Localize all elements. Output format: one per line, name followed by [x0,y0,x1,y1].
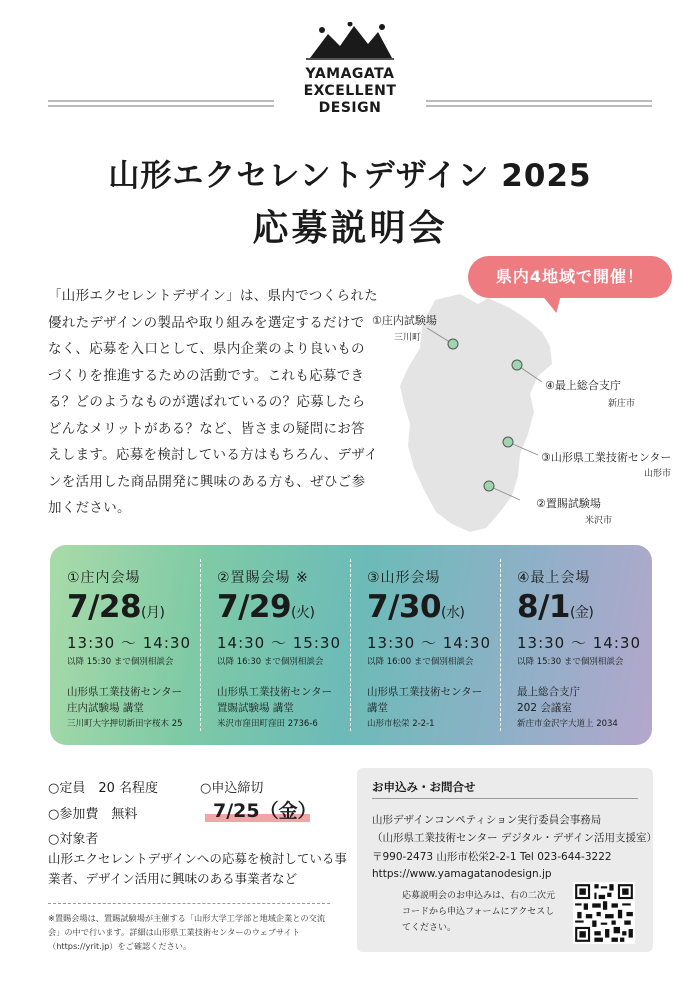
venue-room: 講堂 [367,702,388,714]
contact-organizer: 山形デザインコンペティション実行委員会事務局 [372,814,602,826]
map-point-mogami [512,360,522,370]
qr-code-icon[interactable] [573,882,635,944]
fee-info: ○参加費 無料 [48,807,138,822]
venues-panel [50,545,652,745]
map-label-yamagata: ③山形県工業技術センター [541,451,672,464]
contact-website-link[interactable]: https://www.yamagatanodesign.jp [372,868,552,880]
map-label-shonai: ①庄内試験場 [372,314,437,327]
venue-address: 米沢市窪田町窪田 2736-6 [217,719,318,729]
venue-room: 庄内試験場 講堂 [67,702,144,714]
venue-date: 7/29(火) [217,589,315,625]
venue-time: 13:30 ～ 14:30 [367,634,491,652]
venue-name: ③山形会場 [367,570,441,586]
contact-heading: お申込み・お問合せ [372,780,476,794]
venue-card-yamagata [350,545,500,745]
contact-heading-rule [372,798,638,799]
venue-name: ②置賜会場 ※ [217,570,309,586]
venue-time: 13:30 ～ 14:30 [517,634,641,652]
venue-place: 山形県工業技術センター [67,686,183,698]
regions-bubble: 県内4地域で開催！ [468,256,672,298]
target-label: ○対象者 [48,832,99,847]
venue-address: 三川町大字押切新田字桜木 25 [67,719,183,729]
venue-time: 13:30 ～ 14:30 [67,634,191,652]
logo [0,22,700,122]
venue-note: 以降 16:00 まで個別相談会 [367,657,474,667]
map-point-shonai [448,339,458,349]
venue-place: 山形県工業技術センター [217,686,333,698]
map-label-mogami: ④最上総合支庁 [545,379,621,392]
venue-time: 14:30 ～ 15:30 [217,634,341,652]
footnote: ※置賜会場は、置賜試験場が主催する「山形大学工学部と地域企業との交流会」の中で行います。詳細は山形県工業技術センターのウェブサイト（https://yrit.jp）をご確認ください。 [48,913,326,951]
venue-room: 置賜試験場 講堂 [217,702,294,714]
page-subtitle: 応募説明会 [252,208,448,249]
venue-room: 202 会議室 [517,702,572,714]
venue-place: 最上総合支庁 [517,686,580,698]
footnote-divider [48,903,330,904]
deadline-date: 7/25（金） [213,800,317,822]
map-label-okitama: ②置賜試験場 [536,497,601,510]
map-town-mogami: 新庄市 [608,399,636,409]
venue-name: ①庄内会場 [67,570,141,586]
venue-name: ④最上会場 [517,570,591,586]
contact-guide: 応募説明会のお申込みは、右の二次元コードから申込フォームにアクセスしてください。 [402,891,556,933]
venue-date: 7/28(月) [67,589,165,625]
logo-line1: YAMAGATA [305,66,395,82]
map-town-yamagata: 山形市 [644,469,672,479]
logo-line3: DESIGN [318,100,382,116]
logo-left-rule [48,100,274,102]
intro-text: 「山形エクセレントデザイン」は、県内でつくられた優れたデザインの製品や取り組みを選定するだけでなく、応募を入口として、県内企業のより良いものづくりを推進するための活動です。これも応募できる？どのようなものが選ばれているの？応募したらどんなメリットがある？など、皆さまの疑問にお答えします。応募を検討している方はもちろん、デザインを活用した商品開発に興味のある方も、ぜひご参加ください。 [48,288,378,516]
map-point-okitama [484,481,494,491]
venue-note: 以降 15:30 まで個別相談会 [517,657,624,667]
venue-card-okitama [200,545,350,745]
contact-address-tel: 〒990-2473 山形市松栄2-2-1 Tel 023-644-3222 [372,851,612,863]
venue-card-mogami [500,545,650,745]
venue-day: (月) [141,605,165,621]
page-title: 山形エクセレントデザイン 2025 [108,158,592,194]
venue-address: 山形市松栄 2-2-1 [367,719,435,729]
deadline-label: ○申込締切 [200,781,264,796]
venue-card-shonai [50,545,200,745]
contact-box [357,768,658,952]
region-map [360,290,680,540]
mountain-logo-icon [306,22,394,60]
logo-wordmark [280,66,420,117]
venue-day: (水) [441,605,465,621]
map-point-yamagata [503,437,513,447]
contact-department: （山形県工業技術センター デジタル・デザイン活用支援室） [372,832,658,844]
logo-right-rule [426,100,652,102]
venue-note: 以降 16:30 まで個別相談会 [217,657,324,667]
capacity-info: ○定員 20 名程度 [48,781,159,796]
venue-date: 8/1(金) [517,589,594,625]
map-town-okitama: 米沢市 [585,516,613,526]
venue-place: 山形県工業技術センター [367,686,483,698]
venue-day: (火) [291,605,315,621]
venue-address: 新庄市金沢字大道上 2034 [517,719,618,729]
venue-day: (金) [569,605,594,621]
venue-date: 7/30(水) [367,589,465,625]
target-text: 山形エクセレントデザインへの応募を検討している事業者、デザイン活用に興味のある事業者など [48,851,347,886]
logo-line2: EXCELLENT [303,83,397,99]
venue-note: 以降 15:30 まで個別相談会 [67,657,174,667]
map-town-shonai: 三川町 [394,333,422,343]
